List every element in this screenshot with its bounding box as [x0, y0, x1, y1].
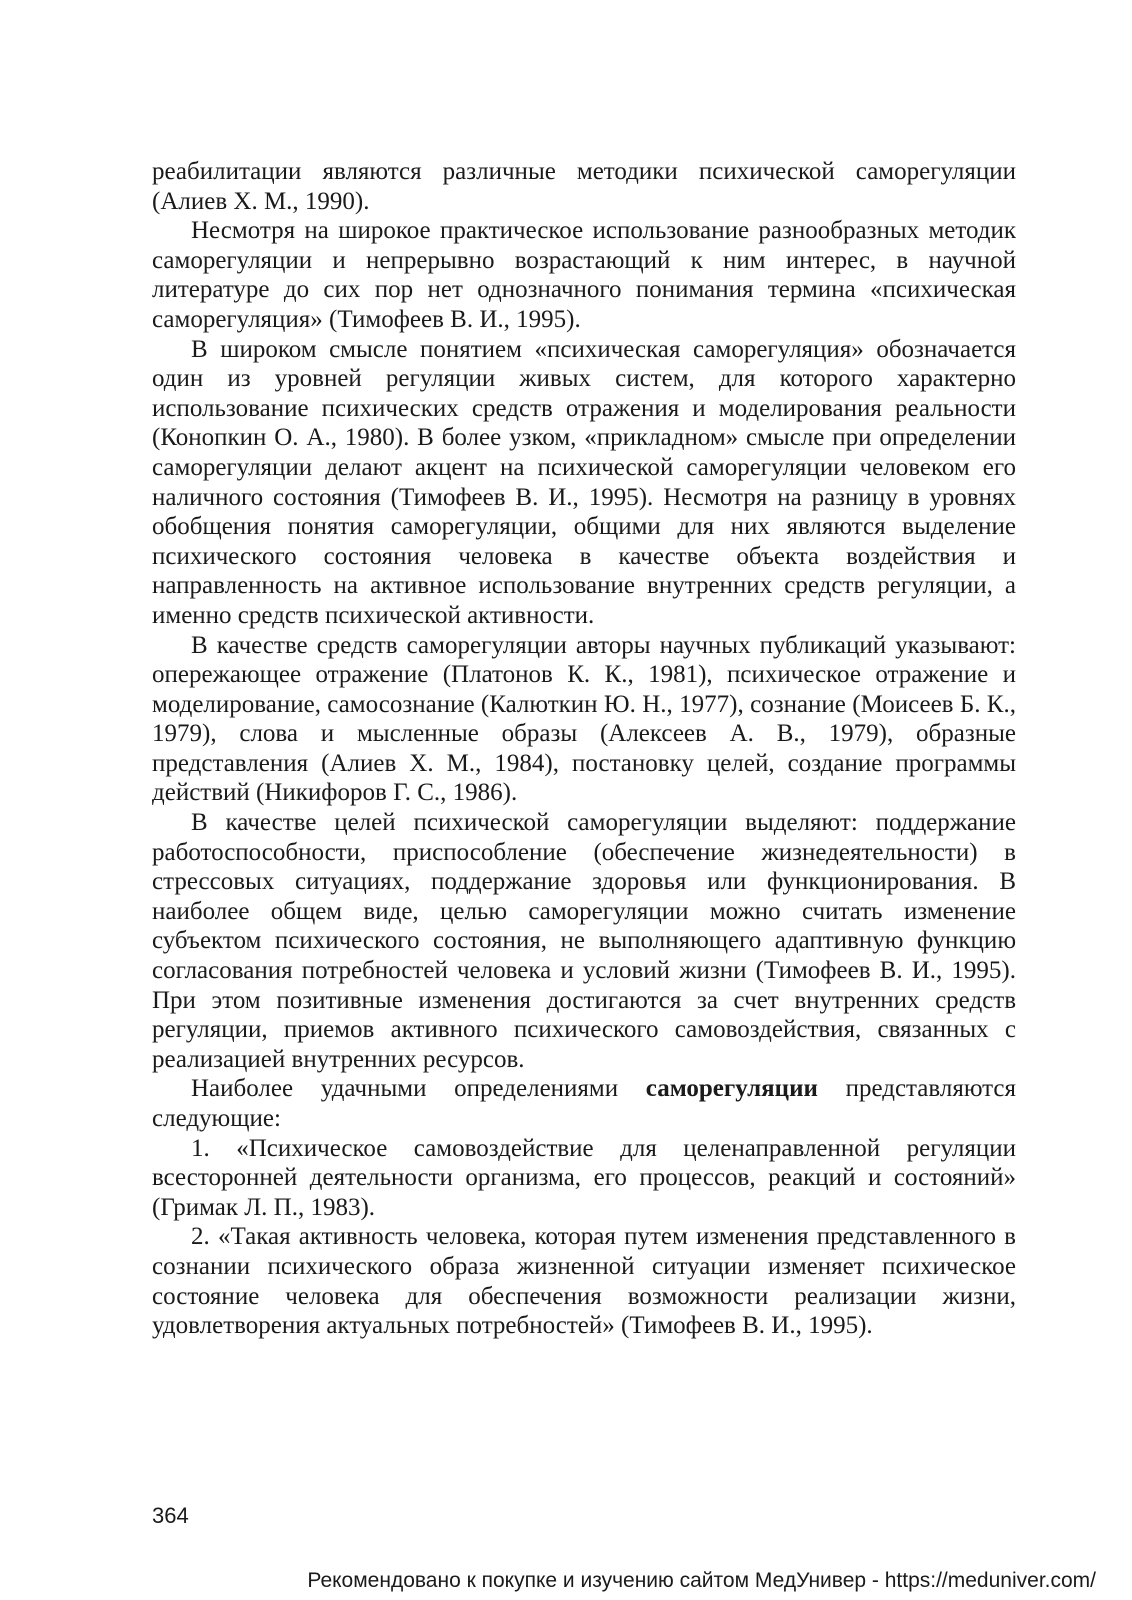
definition-item-2: 2. «Такая активность человека, которая путем изменения представленного в сознании психического образа жизненной ситуации изменяет психическое состояние человека для обеспечения возможности реализации жизни, удовлетворения актуальных потребностей» (Тимофеев В. И., 1995). [152, 1223, 1016, 1340]
intro-text-before: Наиболее удачными определениями [191, 1075, 646, 1103]
footer-recommendation: Рекомендовано к покупке и изучению сайтом МедУнивер - https://meduniver.com/ [307, 1569, 1096, 1592]
page-number: 364 [152, 1503, 189, 1528]
body-text [152, 157, 1016, 1341]
paragraph-means: В качестве средств саморегуляции авторы научных публикаций указывают: опережающее отражение (Платонов К. К., 1981), психическое отражение и моделирование, самосознание (Калюткин Ю. Н., 1977), сознание (Моисеев Б. К., 1979), слова и мысленные образы (Алексеев А. В., 1979), образные представления (Алиев Х. М., 1984), постановку целей, создание программы действий (Никифоров Г. С., 1986). [152, 631, 1016, 807]
paragraph-continuation: реабилитации являются различные методики психической саморегуляции (Алиев Х. М., 1990). [152, 158, 1016, 215]
paragraph-broad-sense: В широком смысле понятием «психическая саморегуляция» обозначается один из уровней регуляции живых систем, для которого характерно использование психических средств отражения и моделирования реальности (Конопкин О. А., 1980). В более узком, «прикладном» смысле при определении саморегуляции делают акцент на психической саморегуляции человеком его наличного состояния (Тимофеев В. И., 1995). Несмотря на разницу в уровнях обобщения понятия саморегуляции, общими для них являются выделение психического состояния человека в качестве объекта воздействия и направленность на активное использование внутренних средств регуляции, а именно средств психической активности. [152, 335, 1016, 629]
paragraph-no-consensus: Несмотря на широкое практическое использование разнообразных методик саморегуляции и непрерывно возрастающий к ним интерес, в научной литературе до сих пор нет однозначного понимания термина «психическая саморегуляция» (Тимофеев В. И., 1995). [152, 217, 1016, 333]
intro-bold-term: саморегуляции [645, 1075, 818, 1103]
paragraph-definitions-intro [152, 1074, 1016, 1133]
paragraph-goals: В качестве целей психической саморегуляции выделяют: поддержание работоспособности, приспособление (обеспечение жизнедеятельности) в стрессовых ситуациях, поддержание здоровья или функционирования. В наиболее общем виде, целью саморегуляции можно считать изменение субъектом психического состояния, не выполняющего адаптивную функцию согласования потребностей человека и условий жизни (Тимофеев В. И., 1995). При этом позитивные изменения достигаются за счет внутренних средств регуляции, приемов активного психического самовоздействия, связанных с реализацией внутренних ресурсов. [152, 809, 1016, 1073]
intro-text-after: представляются следующие: [152, 1075, 1016, 1132]
definition-item-1: 1. «Психическое самовоздействие для целенаправленной регуляции всесторонней деятельности организма, его процессов, реакций и состояний» (Гримак Л. П., 1983). [152, 1134, 1016, 1221]
